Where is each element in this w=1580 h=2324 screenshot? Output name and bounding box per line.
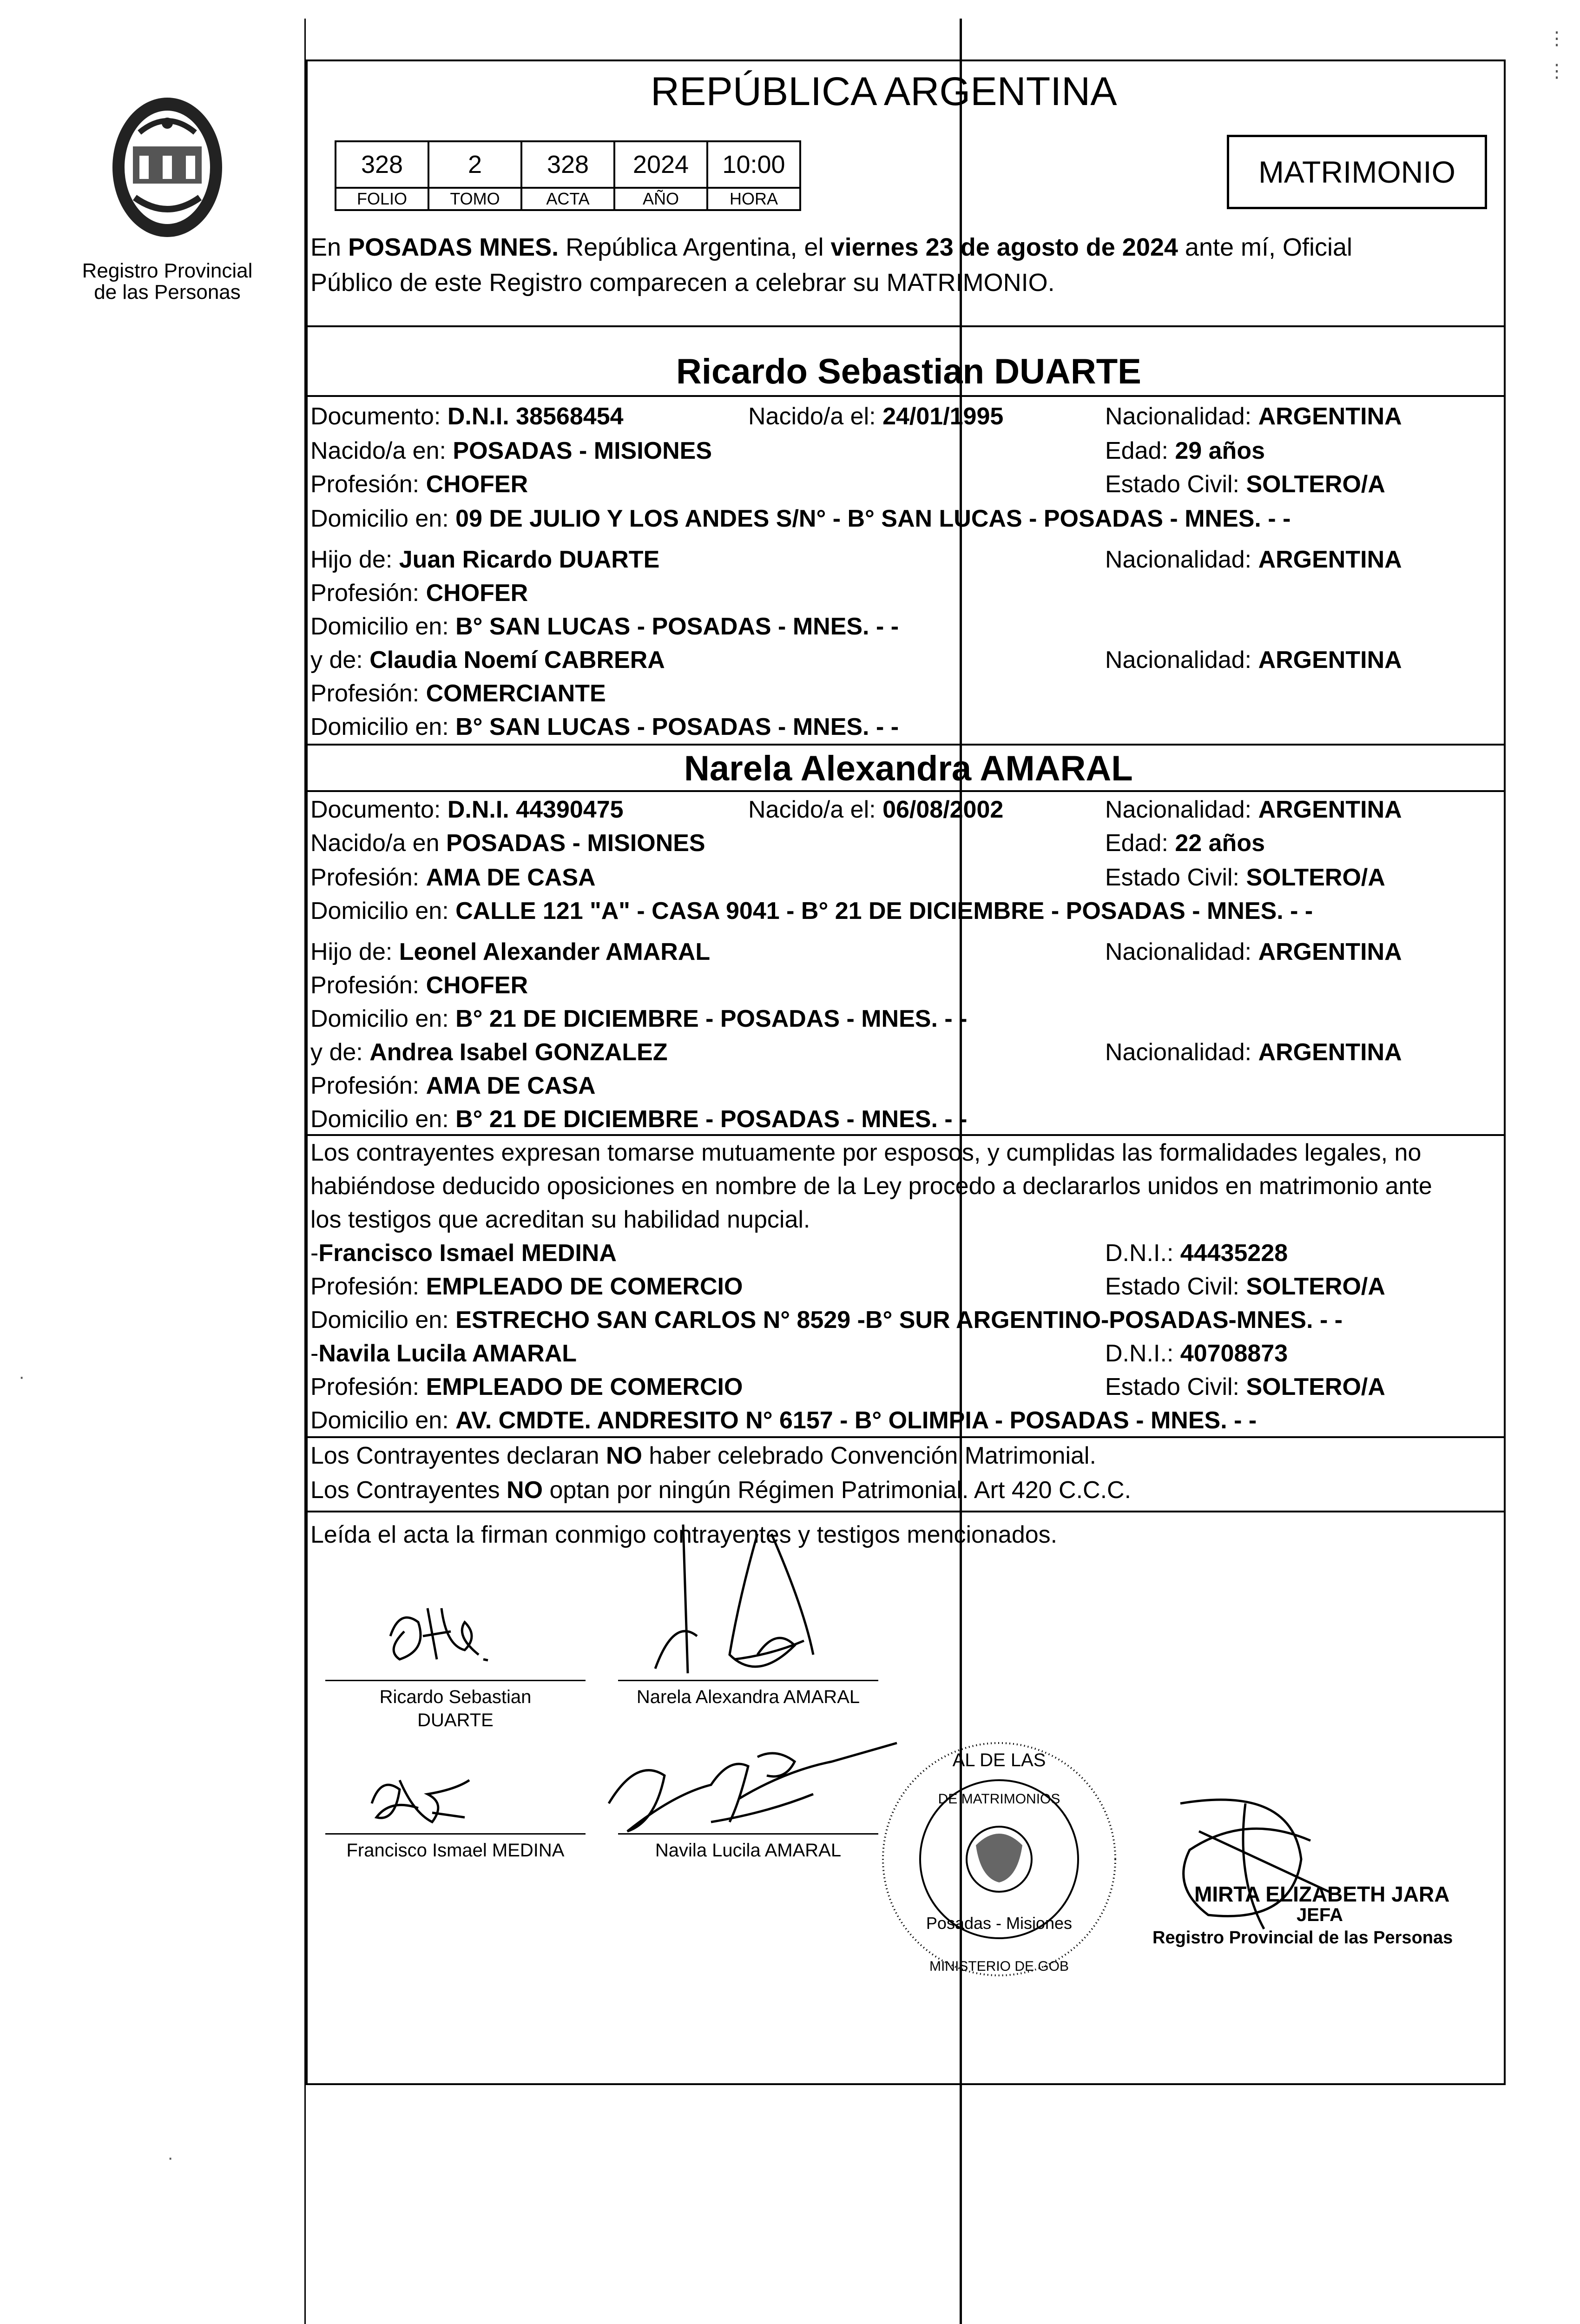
- hour-value: 10:00: [707, 141, 800, 188]
- scan-artifact: ·: [167, 2147, 174, 2168]
- spouse1-civil-status: Estado Civil: SOLTERO/A: [1105, 471, 1385, 498]
- spouse1-name: Ricardo Sebastian DUARTE: [676, 352, 1141, 391]
- spouse1-birthplace: Nacido/a en: POSADAS - MISIONES: [310, 437, 712, 464]
- spouse1-nationality: Nacionalidad: ARGENTINA: [1105, 403, 1402, 430]
- signature-line: [618, 1680, 878, 1681]
- witness1-civil-status: Estado Civil: SOLTERO/A: [1105, 1273, 1385, 1300]
- act-type-box: [1227, 135, 1487, 209]
- intro-line-2: Público de este Registro comparecen a celebrar su MATRIMONIO.: [310, 269, 1055, 297]
- year-header: AÑO: [614, 188, 707, 210]
- spouse2-profession: Profesión: AMA DE CASA: [310, 864, 596, 891]
- scan-artifact: ·: [19, 1367, 25, 1387]
- spouse1-age: Edad: 29 años: [1105, 437, 1265, 464]
- spouse2-father-nationality: Nacionalidad: ARGENTINA: [1105, 938, 1402, 965]
- declaration-line-1: Los contrayentes expresan tomarse mutuamente por esposos, y cumplidas las formalidades legales, no: [310, 1139, 1422, 1166]
- officer-office: Registro Provincial de las Personas: [1152, 1928, 1453, 1948]
- convention-line-1: Los Contrayentes declaran NO haber celebrado Convención Matrimonial.: [310, 1442, 1096, 1469]
- signature-line: [325, 1833, 586, 1835]
- spouse2-father: Hijo de: Leonel Alexander AMARAL: [310, 938, 711, 965]
- acta-header: ACTA: [521, 188, 614, 210]
- official-seal-stamp: [869, 1729, 1129, 1989]
- misiones-seal-icon: [93, 91, 242, 244]
- section-divider: [306, 1511, 1506, 1512]
- spouse1-mother-address: Domicilio en: B° SAN LUCAS - POSADAS - MNES. - -: [310, 713, 899, 740]
- officer-name: MIRTA ELIZABETH JARA: [1194, 1882, 1450, 1906]
- spouse1-mother-profession: Profesión: COMERCIANTE: [310, 680, 606, 707]
- section-divider: [306, 744, 1506, 746]
- spouse2-mother-address: Domicilio en: B° 21 DE DICIEMBRE - POSADAS - MNES. - -: [310, 1106, 968, 1133]
- spouse2-mother: y de: Andrea Isabel GONZALEZ: [310, 1039, 668, 1066]
- signature-francisco-medina: [353, 1762, 493, 1841]
- spouse1-document: Documento: D.N.I. 38568454: [310, 403, 624, 430]
- page-title: REPÚBLICA ARGENTINA: [651, 69, 1117, 114]
- witness2-profession: Profesión: EMPLEADO DE COMERCIO: [310, 1373, 743, 1400]
- witness2-address: Domicilio en: AV. CMDTE. ANDRESITO N° 6157 - B° OLIMPIA - POSADAS - MNES. - -: [310, 1407, 1257, 1434]
- spouse2-name-underline: [306, 790, 1506, 792]
- officer-role: JEFA: [1297, 1905, 1343, 1925]
- signature-ricardo-duarte: [372, 1580, 520, 1683]
- spouse2-address: Domicilio en: CALLE 121 "A" - CASA 9041 - B° 21 DE DICIEMBRE - POSADAS - MNES. - -: [310, 898, 1313, 924]
- spouse2-mother-profession: Profesión: AMA DE CASA: [310, 1072, 596, 1099]
- witness2-dni: D.N.I.: 40708873: [1105, 1340, 1288, 1367]
- tomo-header: TOMO: [428, 188, 521, 210]
- logo-caption-line1: Registro Provincial: [82, 259, 253, 282]
- signature-caption-3: Francisco Ismael MEDINA: [346, 1840, 565, 1861]
- folio-value: 328: [336, 141, 428, 188]
- section-divider: [306, 325, 1506, 327]
- signature-navila-amaral: [599, 1729, 906, 1850]
- year-value: 2024: [614, 141, 707, 188]
- spouse2-civil-status: Estado Civil: SOLTERO/A: [1105, 864, 1385, 891]
- witness1-dni: D.N.I.: 44435228: [1105, 1240, 1288, 1267]
- scan-artifact: ⋮: [1547, 61, 1566, 81]
- scan-artifact: ⋮: [1547, 28, 1566, 49]
- spouse1-name-underline: [306, 395, 1506, 397]
- witness2-name: -Navila Lucila AMARAL: [310, 1340, 577, 1367]
- spouse1-father-nationality: Nacionalidad: ARGENTINA: [1105, 546, 1402, 573]
- closing-statement: Leída el acta la firman conmigo contrayentes y testigos mencionados.: [310, 1521, 1058, 1548]
- signature-line: [325, 1680, 586, 1681]
- spouse1-birthdate: Nacido/a el: 24/01/1995: [748, 403, 1004, 430]
- folio-header: FOLIO: [336, 188, 428, 210]
- svg-text:Posadas - Misiones: Posadas - Misiones: [926, 1914, 1073, 1933]
- spouse2-name: Narela Alexandra AMARAL: [684, 749, 1133, 788]
- hour-header: HORA: [707, 188, 800, 210]
- registry-table: [335, 140, 801, 211]
- signature-narela-amaral: [618, 1515, 850, 1692]
- intro-line-1: En POSADAS MNES. República Argentina, el viernes 23 de agosto de 2024 ante mí, Oficial: [310, 233, 1353, 261]
- svg-text:MINISTERIO DE GOB: MINISTERIO DE GOB: [929, 1959, 1069, 1974]
- witness2-civil-status: Estado Civil: SOLTERO/A: [1105, 1373, 1385, 1400]
- provincial-logo: [93, 91, 242, 244]
- spouse1-address: Domicilio en: 09 DE JULIO Y LOS ANDES S/N° - B° SAN LUCAS - POSADAS - MNES. - -: [310, 505, 1291, 532]
- spouse1-father-address: Domicilio en: B° SAN LUCAS - POSADAS - MNES. - -: [310, 613, 899, 640]
- spouse2-mother-nationality: Nacionalidad: ARGENTINA: [1105, 1039, 1402, 1066]
- witness1-address: Domicilio en: ESTRECHO SAN CARLOS N° 8529 -B° SUR ARGENTINO-POSADAS-MNES. - -: [310, 1307, 1343, 1334]
- spouse2-father-address: Domicilio en: B° 21 DE DICIEMBRE - POSADAS - MNES. - -: [310, 1005, 968, 1032]
- witness1-profession: Profesión: EMPLEADO DE COMERCIO: [310, 1273, 743, 1300]
- spouse2-birthplace: Nacido/a en POSADAS - MISIONES: [310, 830, 705, 857]
- spouse1-profession: Profesión: CHOFER: [310, 471, 528, 498]
- spouse2-document: Documento: D.N.I. 44390475: [310, 796, 624, 823]
- spouse1-mother-nationality: Nacionalidad: ARGENTINA: [1105, 647, 1402, 673]
- logo-caption: [65, 260, 270, 303]
- spouse2-nationality: Nacionalidad: ARGENTINA: [1105, 796, 1402, 823]
- logo-caption-line2: de las Personas: [94, 281, 241, 304]
- section-divider: [306, 1134, 1506, 1136]
- signature-line: [618, 1833, 878, 1835]
- declaration-line-2: habiéndose deducido oposiciones en nombre de la Ley procedo a declararlos unidos en matrimonio ante: [310, 1173, 1432, 1200]
- spouse2-age: Edad: 22 años: [1105, 830, 1265, 857]
- svg-text:AL DE LAS: AL DE LAS: [952, 1750, 1046, 1770]
- act-type-label: MATRIMONIO: [1258, 155, 1456, 189]
- section-divider: [306, 1436, 1506, 1438]
- witness1-name: -Francisco Ismael MEDINA: [310, 1240, 617, 1267]
- signature-caption-1: Ricardo Sebastian DUARTE: [379, 1687, 532, 1730]
- declaration-line-3: los testigos que acreditan su habilidad nupcial.: [310, 1206, 810, 1233]
- tomo-value: 2: [428, 141, 521, 188]
- spouse1-father-profession: Profesión: CHOFER: [310, 580, 528, 607]
- spouse2-father-profession: Profesión: CHOFER: [310, 972, 528, 999]
- spouse1-father: Hijo de: Juan Ricardo DUARTE: [310, 546, 660, 573]
- signature-caption-2: Narela Alexandra AMARAL: [636, 1687, 860, 1707]
- acta-value: 328: [521, 141, 614, 188]
- signature-caption-4: Navila Lucila AMARAL: [655, 1840, 842, 1861]
- spouse2-birthdate: Nacido/a el: 06/08/2002: [748, 796, 1004, 823]
- svg-text:DE MATRIMONIOS: DE MATRIMONIOS: [938, 1791, 1060, 1807]
- convention-line-2: Los Contrayentes NO optan por ningún Régimen Patrimonial. Art 420 C.C.C.: [310, 1477, 1132, 1504]
- spouse1-mother: y de: Claudia Noemí CABRERA: [310, 647, 665, 673]
